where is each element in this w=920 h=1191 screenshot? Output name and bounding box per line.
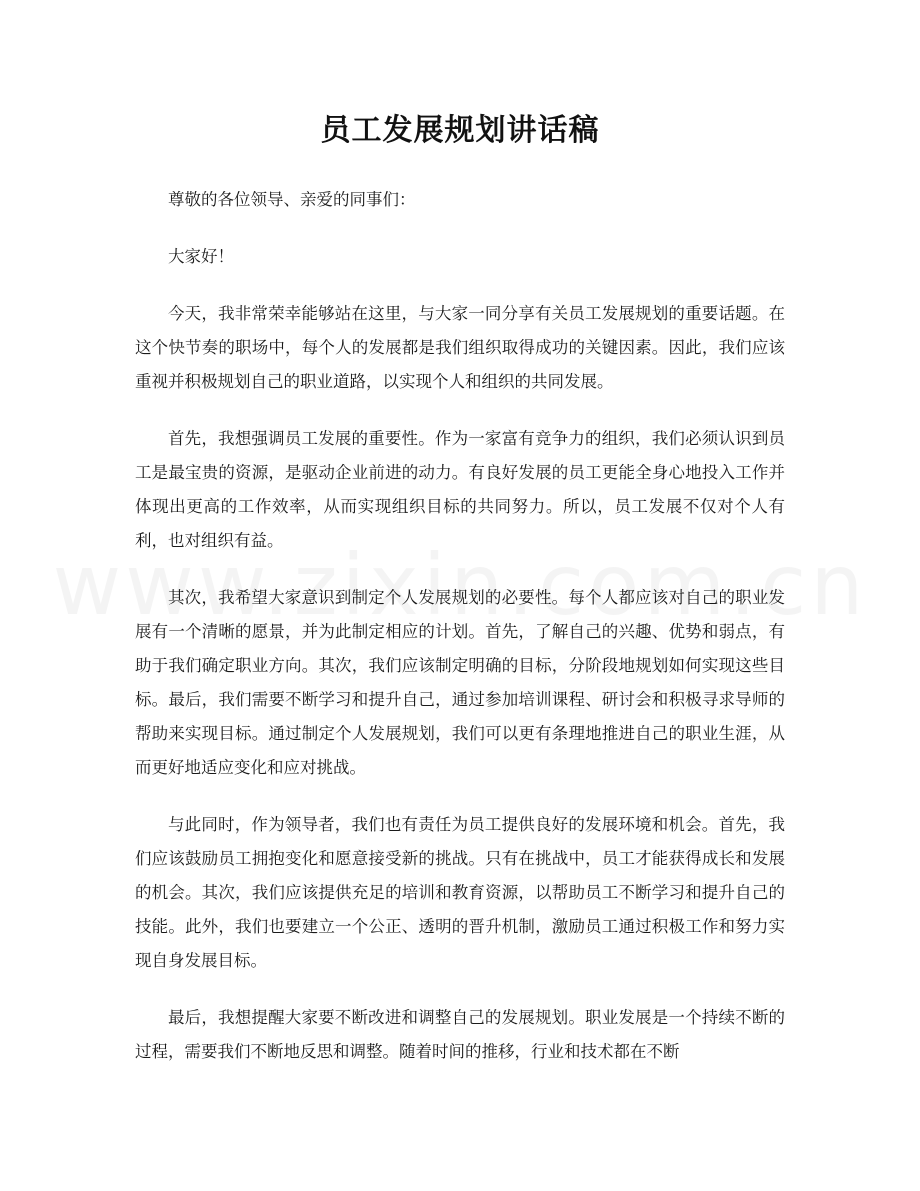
paragraph-leadership: 与此同时，作为领导者，我们也有责任为员工提供良好的发展环境和机会。首先，我们应该鼓励员工拥抱变化和愿意接受新的挑战。只有在挑战中，员工才能获得成长和发展的机会。其次，我们应该提供充足的培训和教育资源，以帮助员工不断学习和提升自己的技能。此外，我们也要建立一个公正、透明的晋升机制，激励员工通过积极工作和努力实现自身发展目标。: [135, 815, 785, 970]
document-title: 员工发展规划讲话稿: [320, 113, 600, 148]
paragraph-second-point: 其次，我希望大家意识到制定个人发展规划的必要性。每个人都应该对自己的职业发展有一个清晰的愿景，并为此制定相应的计划。首先，了解自己的兴趣、优势和弱点，有助于我们确定职业方向。其次，我们应该制定明确的目标，分阶段地规划如何实现这些目标。最后，我们需要不断学习和提升自己，通过参加培训课程、研讨会和积极寻求导师的帮助来实现目标。通过制定个人发展规划，我们可以更有条理地推进自己的职业生涯，从而更好地适应变化和应对挑战。: [135, 588, 785, 777]
salutation: 尊敬的各位领导、亲爱的同事们：: [168, 190, 416, 209]
paragraph-final-point: 最后，我想提醒大家要不断改进和调整自己的发展规划。职业发展是一个持续不断的过程，需要我们不断地反思和调整。随着时间的推移，行业和技术都在不断: [135, 1008, 785, 1061]
document-body: [135, 183, 785, 1092]
paragraph-first-point: 首先，我想强调员工发展的重要性。作为一家富有竞争力的组织，我们必须认识到员工是最宝贵的资源，是驱动企业前进的动力。有良好发展的员工更能全身心地投入工作并体现出更高的工作效率，从而实现组织目标的共同努力。所以，员工发展不仅对个人有利，也对组织有益。: [135, 429, 785, 550]
paragraph-intro: 今天，我非常荣幸能够站在这里，与大家一同分享有关员工发展规划的重要话题。在这个快节奏的职场中，每个人的发展都是我们组织取得成功的关键因素。因此，我们应该重视并积极规划自己的职业道路，以实现个人和组织的共同发展。: [135, 304, 785, 391]
greeting: 大家好！: [168, 247, 234, 266]
